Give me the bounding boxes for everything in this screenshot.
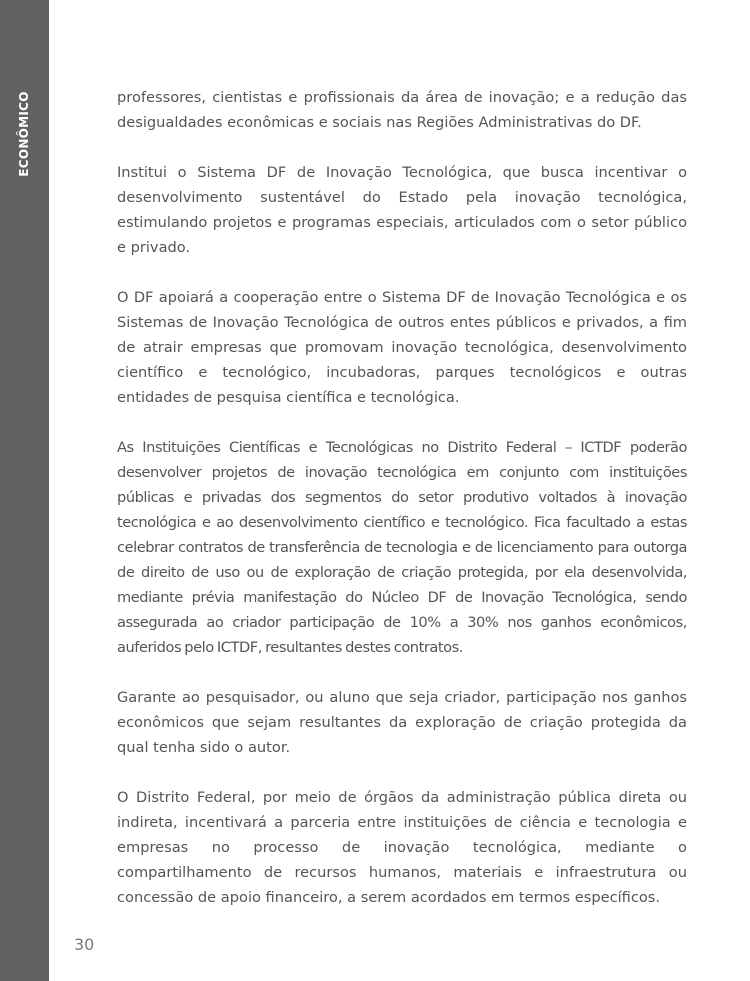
page-number: 30 (74, 935, 95, 954)
paragraph: Garante ao pesquisador, ou aluno que seja criador, participação nos ganhos econômicos que sejam resultantes da exploração de criação protegida da qual tenha sido o autor. (117, 689, 687, 756)
paragraph: O Distrito Federal, por meio de órgãos da administração pública direta ou indireta, incentivará a parceria entre instituições de ciência e tecnologia e empresas no processo de inovação tecnológica, mediante o compartilhamento de recursos humanos, materiais e infraestrutura ou concessão de apoio financeiro, a serem acordados em termos específicos. (117, 789, 687, 906)
side-band (0, 0, 49, 981)
paragraph: As Instituições Científicas e Tecnológicas no Distrito Federal – ICTDF poderão desenvolver projetos de inovação tecnológica em conjunto com instituições públicas e privadas dos segmentos do setor produtivo voltados à inovação tecnológica e ao desenvolvimento científico e tecnológico. Fica facultado a estas celebrar contratos de transferência de tecnologia e de licenciamento para outorga de direito de uso ou de exploração de criação protegida, por ela desenvolvida, mediante prévia manifestação do Núcleo DF de Inovação Tecnológica, sendo assegurada ao criador participação de 10% a 30% nos ganhos econômicos, auferidos pelo ICTDF, resultantes destes contratos. (117, 439, 687, 656)
paragraph: professores, cientistas e profissionais da área de inovação; e a redução das desigualdades econômicas e sociais nas Regiões Administrativas do DF. (117, 89, 687, 131)
paragraph: Institui o Sistema DF de Inovação Tecnológica, que busca incentivar o desenvolvimento sustentável do Estado pela inovação tecnológica, estimulando projetos e programas especiais, articulados com o setor público e privado. (117, 164, 687, 256)
section-label: ECONÔMICO (17, 91, 31, 177)
body-text (117, 85, 687, 935)
paragraph: O DF apoiará a cooperação entre o Sistema DF de Inovação Tecnológica e os Sistemas de Inovação Tecnológica de outros entes públicos e privados, a fim de atrair empresas que promovam inovação tecnológica, desenvolvimento científico e tecnológico, incubadoras, parques tecnológicos e outras entidades de pesquisa científica e tecnológica. (117, 289, 687, 406)
